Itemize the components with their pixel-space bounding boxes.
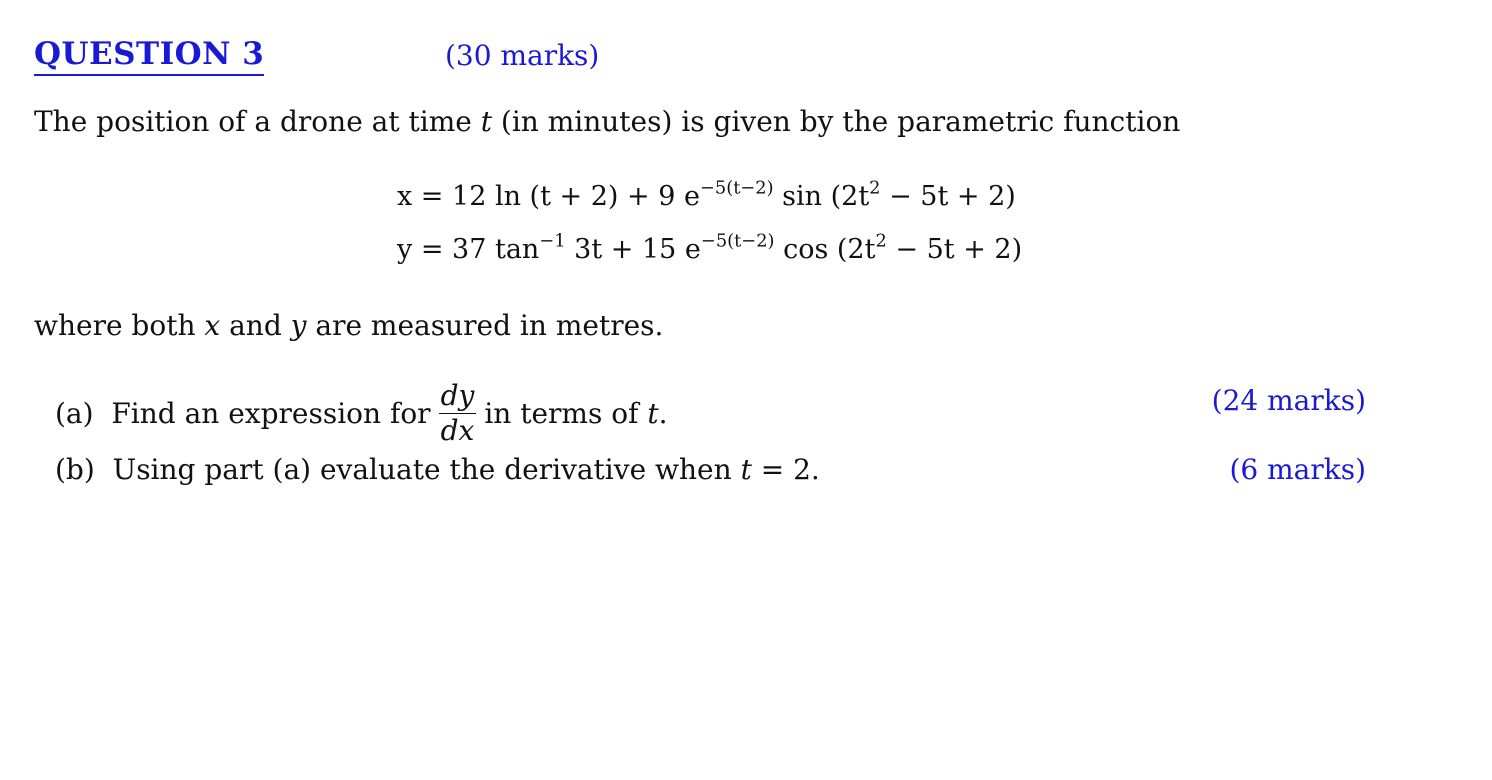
part-a-label: (a) [55, 397, 94, 430]
fraction-numerator: dy [440, 379, 475, 412]
eq-y-mid: 3t + 15 e [565, 234, 701, 265]
eq-y-end: − 5t + 2) [886, 234, 1023, 265]
part-a-text-after: in terms of [484, 397, 648, 430]
eq-y-exponent: −5(t−2) [700, 230, 775, 252]
intro-var-t: t [480, 105, 493, 138]
eq-x-exponent: −5(t−2) [699, 177, 774, 199]
eq-y-inverse: −1 [539, 230, 566, 252]
part-a-end: . [658, 397, 668, 430]
eq-x-square: 2 [869, 177, 881, 199]
intro-part-2: (in minutes) is given by the parametric function [492, 105, 1181, 138]
dy-dx-fraction [439, 379, 477, 448]
eq-x-sin: sin (2t [773, 181, 870, 212]
part-b-var-t: t [740, 453, 752, 486]
question-total-marks: (30 marks) [445, 39, 600, 72]
intro-text [34, 102, 1180, 142]
part-b-end: = 2. [751, 453, 820, 486]
where-part-1: where both [34, 309, 205, 342]
where-part-2: and [220, 309, 291, 342]
part-b-marks: (6 marks) [1229, 453, 1366, 486]
where-text [34, 306, 663, 346]
eq-y-main: y = 37 tan [397, 234, 540, 265]
part-a-text: Find an expression for [111, 397, 431, 430]
where-var-x: x [204, 309, 221, 342]
eq-y-cos: cos (2t [774, 234, 876, 265]
where-part-3: are measured in metres. [306, 309, 664, 342]
part-a [55, 381, 668, 450]
eq-x-end: − 5t + 2) [880, 181, 1016, 212]
eq-x-main: x = 12 ln (t + 2) + 9 e [397, 181, 700, 212]
eq-y-square: 2 [875, 230, 887, 252]
part-b-label: (b) [55, 453, 95, 486]
fraction-denominator: dx [440, 414, 475, 447]
intro-part-1: The position of a drone at time [34, 105, 481, 138]
question-title: QUESTION 3 [34, 34, 264, 76]
part-b [55, 450, 820, 490]
where-var-y: y [290, 309, 307, 342]
equation-x [397, 177, 1016, 217]
part-a-marks: (24 marks) [1211, 384, 1366, 417]
part-b-text: Using part (a) evaluate the derivative when [112, 453, 741, 486]
equation-y [397, 230, 1022, 270]
part-a-var-t: t [647, 397, 659, 430]
